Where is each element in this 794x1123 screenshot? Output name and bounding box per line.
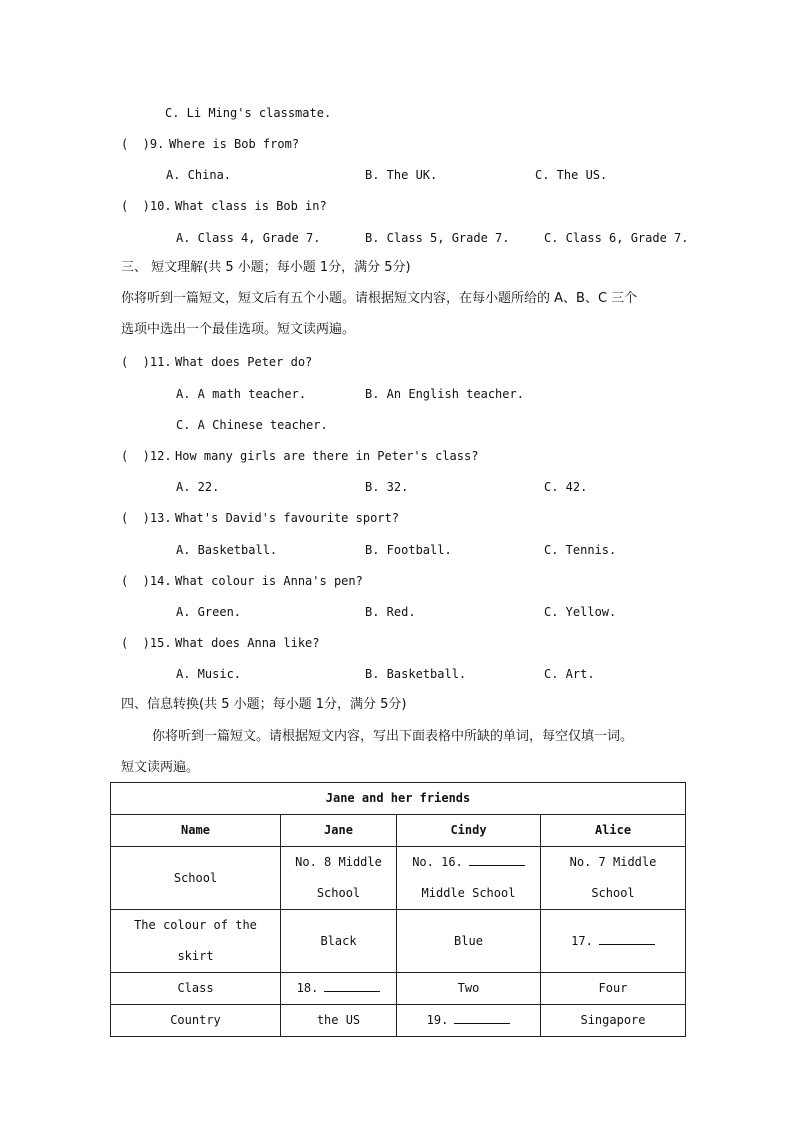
row-label-school: School — [111, 847, 281, 910]
blank-19-number: 19. — [426, 1013, 449, 1027]
q14-question: What colour is Anna's pen? — [175, 574, 363, 588]
row-label-country: Country — [111, 1005, 281, 1037]
q10-answer-paren[interactable]: ( )10. — [121, 199, 172, 213]
header-cindy: Cindy — [397, 815, 541, 847]
cell-jane-school-line1: No. 8 Middle — [295, 855, 382, 869]
q9-option-b: B. The UK. — [365, 168, 438, 182]
q15-option-b: B. Basketball. — [365, 667, 467, 681]
q12-option-b: B. 32. — [365, 480, 409, 494]
section3-instructions-1: 你将听到一篇短文，短文后有五个小题。请根据短文内容，在每小题所给的 A、B、C 三个 — [121, 291, 638, 306]
q12-option-c: C. 42. — [544, 480, 588, 494]
table-row-skirt — [111, 910, 686, 973]
cell-jane-skirt: Black — [281, 910, 397, 973]
q9-option-a: A. China. — [166, 168, 232, 182]
section4-instructions-1: 你将听到一篇短文。请根据短文内容，写出下面表格中所缺的单词，每空仅填一词。 — [152, 729, 634, 744]
q15-question: What does Anna like? — [175, 636, 320, 650]
q11-option-a: A. A math teacher. — [176, 387, 307, 401]
table-header-row — [111, 815, 686, 847]
cell-alice-country: Singapore — [541, 1005, 686, 1037]
q10-option-c: C. Class 6, Grade 7. — [544, 231, 689, 245]
cell-cindy-class: Two — [397, 973, 541, 1005]
q12-answer-paren[interactable]: ( )12. — [121, 449, 172, 463]
cell-cindy-school — [397, 847, 541, 910]
cell-cindy-school-line2: Middle School — [421, 886, 516, 900]
blank-17-number: 17. — [571, 933, 593, 948]
q13-question: What's David's favourite sport? — [175, 511, 399, 525]
table-row-class — [111, 973, 686, 1005]
q14-answer-paren[interactable]: ( )14. — [121, 574, 172, 588]
q12-question: How many girls are there in Peter's class? — [175, 449, 479, 463]
header-jane: Jane — [281, 815, 397, 847]
section4-instructions-2: 短文读两遍。 — [121, 760, 200, 775]
cell-jane-school — [281, 847, 397, 910]
section3-instructions-2: 选项中选出一个最佳选项。短文读两遍。 — [121, 322, 356, 337]
q8-option-c: C. Li Ming's classmate. — [165, 106, 332, 120]
blank-18[interactable] — [324, 979, 380, 992]
cell-jane-class — [281, 973, 397, 1005]
q13-answer-paren[interactable]: ( )13. — [121, 511, 172, 525]
q14-option-a: A. Green. — [176, 605, 242, 619]
q13-option-a: A. Basketball. — [176, 543, 278, 557]
cell-alice-school: No. 7 Middle School — [541, 847, 686, 910]
q10-option-b: B. Class 5, Grade 7. — [365, 231, 510, 245]
q10-option-a: A. Class 4, Grade 7. — [176, 231, 321, 245]
table-title-row — [111, 783, 686, 815]
section4-heading: 四、信息转换(共 5 小题；每小题 1分，满分 5分) — [121, 697, 407, 712]
table-title: Jane and her friends — [111, 783, 686, 815]
table-row-country — [111, 1005, 686, 1037]
row-label-skirt: The colour of the skirt — [111, 910, 281, 973]
blank-16[interactable] — [469, 853, 525, 866]
cell-jane-country: the US — [281, 1005, 397, 1037]
q15-option-c: C. Art. — [544, 667, 595, 681]
q14-option-c: C. Yellow. — [544, 605, 617, 619]
q9-question: Where is Bob from? — [169, 137, 300, 151]
q9-option-c: C. The US. — [535, 168, 608, 182]
q15-answer-paren[interactable]: ( )15. — [121, 636, 172, 650]
section3-heading: 三、 短文理解(共 5 小题；每小题 1分，满分 5分) — [121, 260, 411, 275]
q11-option-b: B. An English teacher. — [365, 387, 524, 401]
q13-option-c: C. Tennis. — [544, 543, 617, 557]
cell-alice-class: Four — [541, 973, 686, 1005]
q11-answer-paren[interactable]: ( )11. — [121, 355, 172, 369]
q10-question: What class is Bob in? — [175, 199, 327, 213]
q13-option-b: B. Football. — [365, 543, 452, 557]
row-label-class: Class — [111, 973, 281, 1005]
blank-17[interactable] — [599, 932, 655, 945]
cell-cindy-skirt: Blue — [397, 910, 541, 973]
q14-option-b: B. Red. — [365, 605, 416, 619]
cell-cindy-country — [397, 1005, 541, 1037]
cell-cindy-school-number: No. 16. — [412, 855, 463, 869]
header-name: Name — [111, 815, 281, 847]
cell-alice-skirt — [541, 910, 686, 973]
q9-answer-paren[interactable]: ( )9. — [121, 137, 165, 151]
q15-option-a: A. Music. — [176, 667, 242, 681]
q12-option-a: A. 22. — [176, 480, 220, 494]
table-row-school — [111, 847, 686, 910]
q11-question: What does Peter do? — [175, 355, 313, 369]
blank-19[interactable] — [454, 1011, 510, 1024]
blank-18-number: 18. — [296, 981, 319, 995]
header-alice: Alice — [541, 815, 686, 847]
q11-option-c: C. A Chinese teacher. — [176, 418, 328, 432]
info-table — [110, 782, 686, 1037]
cell-jane-school-line2: School — [316, 886, 361, 900]
